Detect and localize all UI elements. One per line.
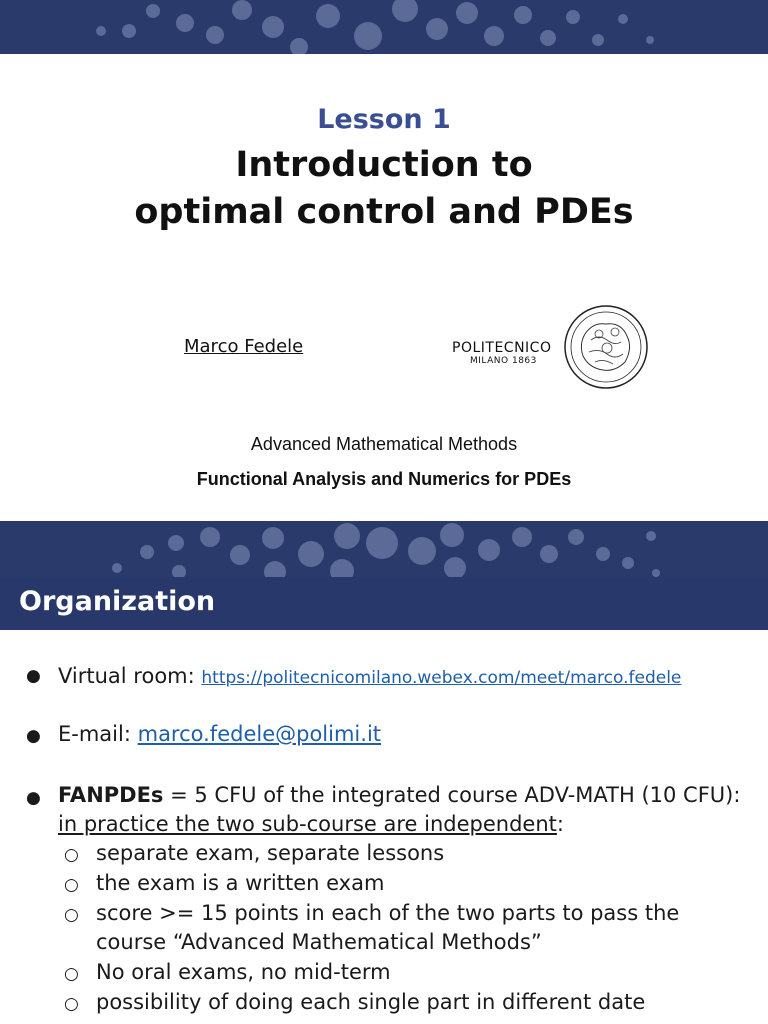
decorative-dot bbox=[392, 0, 418, 22]
header-band bbox=[0, 0, 768, 54]
sub-bullet-icon: ○ bbox=[64, 964, 79, 984]
university-logo-subtitle: MILANO 1863 bbox=[470, 356, 537, 366]
lesson-title-line-1: Introduction to bbox=[235, 145, 533, 185]
decorative-dot bbox=[206, 26, 224, 44]
slide-title: Organization bbox=[19, 586, 216, 617]
decorative-dot bbox=[540, 30, 556, 46]
decorative-dot bbox=[330, 559, 354, 577]
decorative-dot bbox=[168, 535, 184, 551]
decorative-dot bbox=[200, 527, 220, 547]
decorative-dot bbox=[456, 2, 478, 24]
decorative-dot bbox=[484, 26, 504, 46]
decorative-dot bbox=[444, 557, 466, 577]
fanpdes-name: FANPDEs bbox=[58, 783, 164, 807]
email-label: E-mail: bbox=[58, 722, 131, 746]
university-seal-icon bbox=[563, 304, 649, 390]
decorative-dot bbox=[316, 4, 340, 28]
email-link[interactable]: marco.fedele@polimi.it bbox=[137, 722, 382, 746]
title-slide bbox=[0, 54, 768, 521]
decorative-dot bbox=[230, 545, 250, 565]
decorative-dot bbox=[408, 537, 436, 565]
decorative-dot bbox=[176, 14, 194, 32]
decorative-dot bbox=[354, 22, 382, 50]
sub-item-continuation: course “Advanced Mathematical Methods” bbox=[96, 930, 542, 954]
lesson-number: Lesson 1 bbox=[317, 104, 451, 135]
decorative-dot bbox=[140, 545, 154, 559]
decorative-dot bbox=[122, 24, 136, 38]
decorative-dot bbox=[366, 527, 398, 559]
decorative-dot bbox=[568, 529, 584, 545]
decorative-dot bbox=[646, 36, 654, 44]
decorative-dot bbox=[232, 0, 252, 20]
sub-item: separate exam, separate lessons bbox=[96, 841, 445, 865]
decorative-dot bbox=[426, 18, 448, 40]
virtual-room-label: Virtual room: bbox=[58, 664, 195, 688]
decorative-dot bbox=[592, 34, 604, 46]
lesson-title-line-2: optimal control and PDEs bbox=[134, 192, 634, 232]
decorative-dot bbox=[146, 4, 160, 18]
practice-underlined-text: in practice the two sub-course are independent bbox=[58, 812, 557, 836]
sub-item: possibility of doing each single part in different date bbox=[96, 990, 646, 1014]
decorative-dot bbox=[298, 541, 324, 567]
decorative-dot bbox=[540, 545, 558, 563]
decorative-dot bbox=[478, 539, 500, 561]
slide-title-bar bbox=[0, 577, 768, 630]
decorative-dot bbox=[264, 561, 286, 577]
bullet-icon: ● bbox=[26, 788, 41, 808]
author-name: Marco Fedele bbox=[184, 336, 304, 357]
lesson-title bbox=[0, 142, 768, 236]
bullet-icon: ● bbox=[26, 666, 41, 686]
fanpdes-description: = 5 CFU of the integrated course ADV-MATH (10 CFU): bbox=[163, 783, 741, 807]
decorative-dot bbox=[262, 527, 284, 549]
sub-bullet-icon: ○ bbox=[64, 994, 79, 1014]
decorative-dot bbox=[622, 557, 634, 569]
sub-bullet-icon: ○ bbox=[64, 845, 79, 865]
sub-item: the exam is a written exam bbox=[96, 871, 385, 895]
decorative-dot bbox=[596, 547, 610, 561]
course-module: Functional Analysis and Numerics for PDEs bbox=[196, 469, 572, 489]
virtual-room-item bbox=[58, 664, 681, 688]
university-logo-name: POLITECNICO bbox=[452, 340, 552, 356]
decorative-dot bbox=[96, 26, 106, 36]
decorative-dot bbox=[172, 565, 186, 577]
separator-band bbox=[0, 521, 768, 577]
decorative-dot bbox=[652, 569, 660, 577]
decorative-dot bbox=[440, 523, 464, 547]
bullet-icon: ● bbox=[26, 726, 41, 746]
practice-line bbox=[58, 812, 564, 836]
sub-bullet-icon: ○ bbox=[64, 905, 79, 925]
decorative-dot bbox=[512, 527, 532, 547]
decorative-dot bbox=[566, 10, 580, 24]
decorative-dot bbox=[112, 563, 122, 573]
decorative-dot bbox=[618, 14, 628, 24]
decorative-dot bbox=[334, 523, 360, 549]
sub-item: score >= 15 points in each of the two parts to pass the bbox=[96, 901, 680, 925]
sub-bullet-icon: ○ bbox=[64, 875, 79, 895]
fanpdes-item bbox=[58, 783, 740, 807]
sub-item: No oral exams, no mid-term bbox=[96, 960, 391, 984]
decorative-dot bbox=[646, 531, 656, 541]
decorative-dot bbox=[514, 6, 532, 24]
email-item bbox=[58, 722, 381, 746]
course-name: Advanced Mathematical Methods bbox=[250, 434, 518, 454]
decorative-dot bbox=[262, 16, 284, 38]
decorative-dot bbox=[290, 38, 308, 54]
practice-colon: : bbox=[556, 812, 564, 836]
organization-content bbox=[0, 630, 768, 1024]
virtual-room-link[interactable]: https://politecnicomilano.webex.com/meet/marco.fedele bbox=[201, 668, 682, 688]
